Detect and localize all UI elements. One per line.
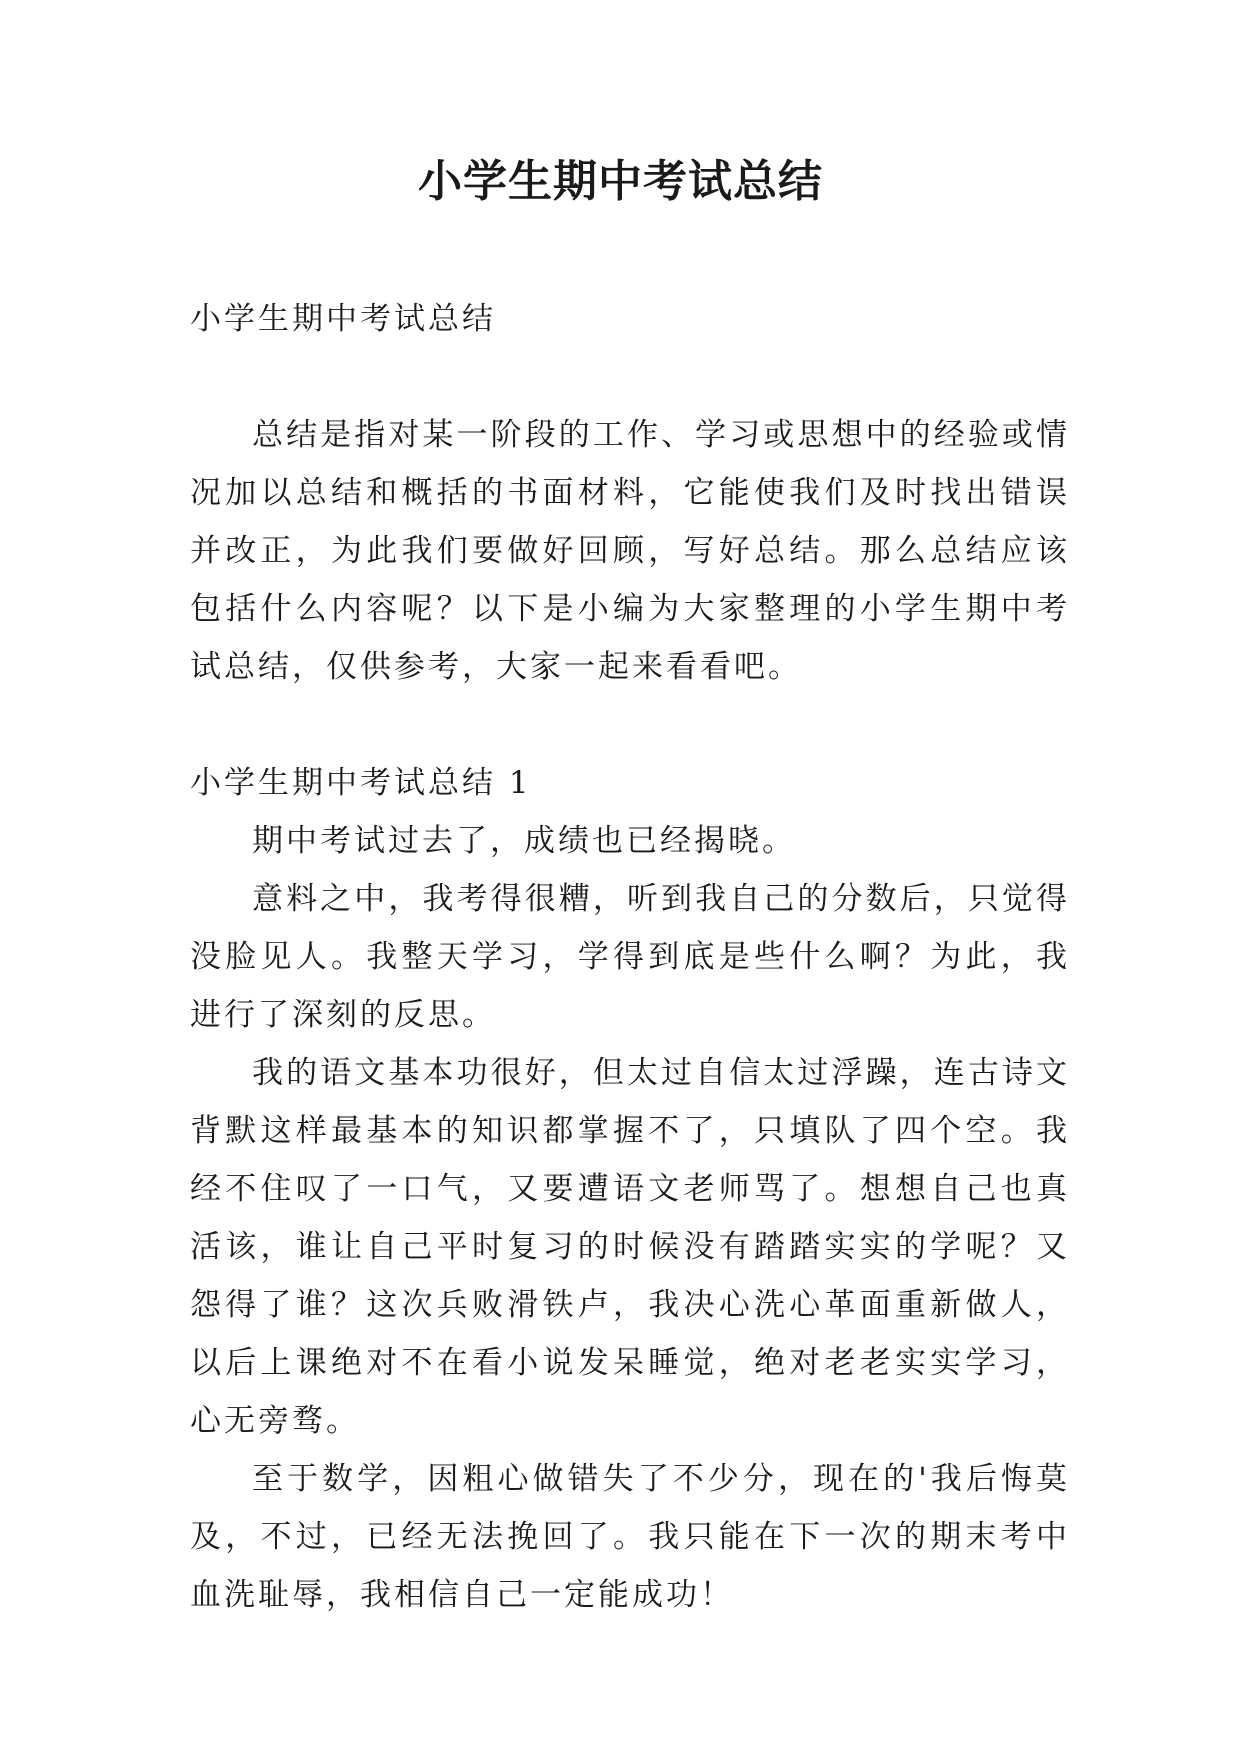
body-paragraph-1: 期中考试过去了，成绩也已经揭晓。 xyxy=(252,823,796,859)
spacer xyxy=(190,696,1070,754)
section-heading: 小学生期中考试总结 1 xyxy=(190,765,532,801)
document-subtitle: 小学生期中考试总结 xyxy=(190,301,496,337)
body-paragraph-3: 我的语文基本功很好，但太过自信太过浮躁，连古诗文背默这样最基本的知识都掌握不了，只填队了四个空。我经不住叹了一口气，又要遭语文老师骂了。想想自己也真活该，谁让自己平时复习的时候没有踏踏实实的学呢？又怨得了谁？这次兵败滑铁卢，我决心洗心革面重新做人，以后上课绝对不在看小说发呆睡觉，绝对老老实实学习，心无旁骛。 xyxy=(190,1055,1070,1439)
document-body xyxy=(190,290,1070,1624)
document-title: 小学生期中考试总结 xyxy=(418,156,823,207)
body-paragraph-2: 意料之中，我考得很糟，听到我自己的分数后，只觉得没脸见人。我整天学习，学得到底是些什么啊？为此，我进行了深刻的反思。 xyxy=(190,881,1070,1033)
body-paragraph-4: 至于数学，因粗心做错失了不少分，现在的'我后悔莫及，不过，已经无法挽回了。我只能在下一次的期末考中血洗耻辱，我相信自己一定能成功！ xyxy=(190,1461,1070,1613)
spacer xyxy=(190,348,1070,406)
intro-paragraph: 总结是指对某一阶段的工作、学习或思想中的经验或情况加以总结和概括的书面材料，它能使我们及时找出错误并改正，为此我们要做好回顾，写好总结。那么总结应该包括什么内容呢？以下是小编为大家整理的小学生期中考试总结，仅供参考，大家一起来看看吧。 xyxy=(190,417,1070,685)
